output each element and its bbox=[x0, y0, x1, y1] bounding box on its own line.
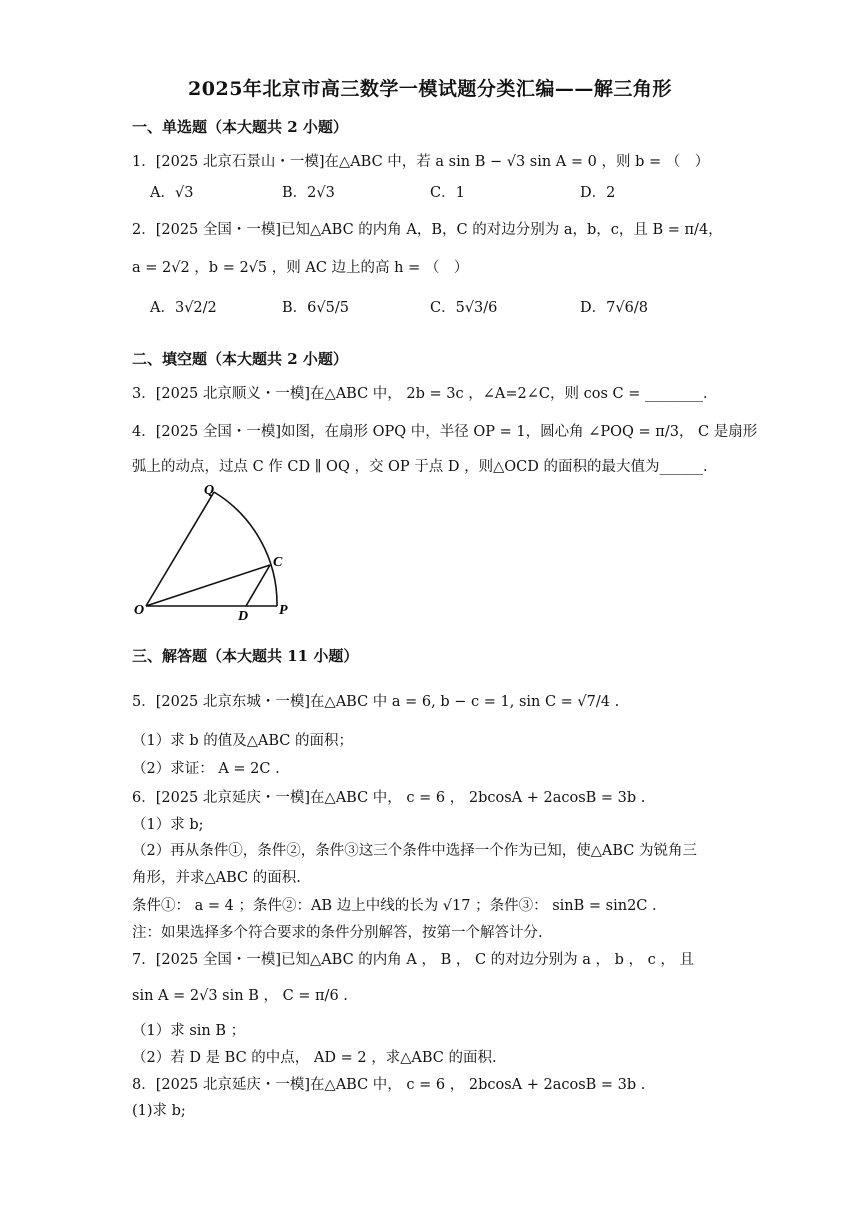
question-5-part-2: （2）求证： A = 2C . bbox=[132, 761, 280, 777]
question-7-part-1: （1）求 sin B ； bbox=[132, 1023, 246, 1039]
question-2-option-a: A．3√2/2 bbox=[150, 300, 217, 316]
question-2-option-d: D．7√6/8 bbox=[580, 300, 648, 316]
question-5-line-1: 5．[2025 北京东城・一模]在△ABC 中 a = 6, b − c = 1, sin C = √7/4 . bbox=[132, 694, 620, 710]
segment-oc bbox=[146, 565, 270, 606]
question-5-part-1: （1）求 b 的值及△ABC 的面积； bbox=[132, 733, 353, 749]
question-1-option-b: B．2√3 bbox=[282, 185, 335, 201]
label-c: C bbox=[273, 555, 283, 570]
label-q: Q bbox=[204, 483, 215, 498]
question-7-line-1: 7．[2025 全国・一模]已知△ABC 的内角 A ， B ， C 的对边分别为 a ， b ， c ， 且 bbox=[132, 952, 694, 968]
question-2-option-c: C．5√3/6 bbox=[430, 300, 498, 316]
label-d: D bbox=[238, 609, 249, 620]
section-heading-solution: 三、解答题（本大题共 11 小题） bbox=[132, 647, 359, 665]
question-6-note: 注：如果选择多个符合要求的条件分别解答，按第一个解答计分. bbox=[132, 925, 543, 941]
question-7-part-2: （2）若 D 是 BC 的中点， AD = 2 ，求△ABC 的面积. bbox=[132, 1050, 497, 1066]
question-4-line-2: 弧上的动点，过点 C 作 CD ∥ OQ ，交 OP 于点 D ，则△OCD 的面积的最大值为______. bbox=[132, 459, 708, 475]
question-1-option-a: A．√3 bbox=[150, 185, 194, 201]
question-2-line-1: 2．[2025 全国・一模]已知△ABC 的内角 A，B，C 的对边分别为 a，b，c，且 B = π/4， bbox=[132, 222, 723, 238]
label-o: O bbox=[134, 603, 145, 618]
sector-figure bbox=[132, 480, 292, 620]
question-7-line-2: sin A = 2√3 sin B ， C = π/6 . bbox=[132, 988, 348, 1004]
question-6-line-1: 6．[2025 北京延庆・一模]在△ABC 中， c = 6 ， 2bcosA + 2acosB = 3b . bbox=[132, 790, 646, 806]
arc-pq bbox=[214, 492, 277, 606]
question-8-line-1: 8．[2025 北京延庆・一模]在△ABC 中， c = 6 ， 2bcosA + 2acosB = 3b . bbox=[132, 1077, 646, 1093]
question-6-part-2-cont: 角形，并求△ABC 的面积. bbox=[132, 870, 301, 886]
question-2-line-2: a = 2√2 ，b = 2√5 ，则 AC 边上的高 h = （ ） bbox=[132, 260, 469, 276]
label-p: P bbox=[279, 603, 288, 618]
question-1-option-d: D．2 bbox=[580, 185, 616, 201]
question-3-stem: 3．[2025 北京顺义・一模]在△ABC 中， 2b = 3c ，∠A=2∠C，则 cos C = ________. bbox=[132, 386, 708, 402]
section-heading-fill-in: 二、填空题（本大题共 2 小题） bbox=[132, 350, 348, 368]
question-6-part-1: （1）求 b; bbox=[132, 817, 204, 833]
segment-oq bbox=[146, 492, 214, 606]
section-heading-single-choice: 一、单选题（本大题共 2 小题） bbox=[132, 118, 348, 136]
question-6-part-2: （2）再从条件①，条件②，条件③这三个条件中选择一个作为已知，使△ABC 为锐角三 bbox=[132, 843, 697, 859]
question-1-stem: 1．[2025 北京石景山・一模]在△ABC 中，若 a sin B − √3 sin A = 0 ，则 b = （ ） bbox=[132, 154, 710, 170]
page-title: 2025年北京市高三数学一模试题分类汇编——解三角形 bbox=[188, 78, 672, 100]
question-1-option-c: C．1 bbox=[430, 185, 465, 201]
question-8-part-1: (1)求 b; bbox=[132, 1103, 186, 1119]
question-6-conditions: 条件①： a = 4 ；条件②：AB 边上中线的长为 √17 ；条件③： sinB = sin2C . bbox=[132, 898, 657, 914]
question-4-line-1: 4．[2025 全国・一模]如图，在扇形 OPQ 中，半径 OP = 1，圆心角 ∠POQ = π/3， C 是扇形 bbox=[132, 424, 758, 440]
question-2-option-b: B．6√5/5 bbox=[282, 300, 349, 316]
